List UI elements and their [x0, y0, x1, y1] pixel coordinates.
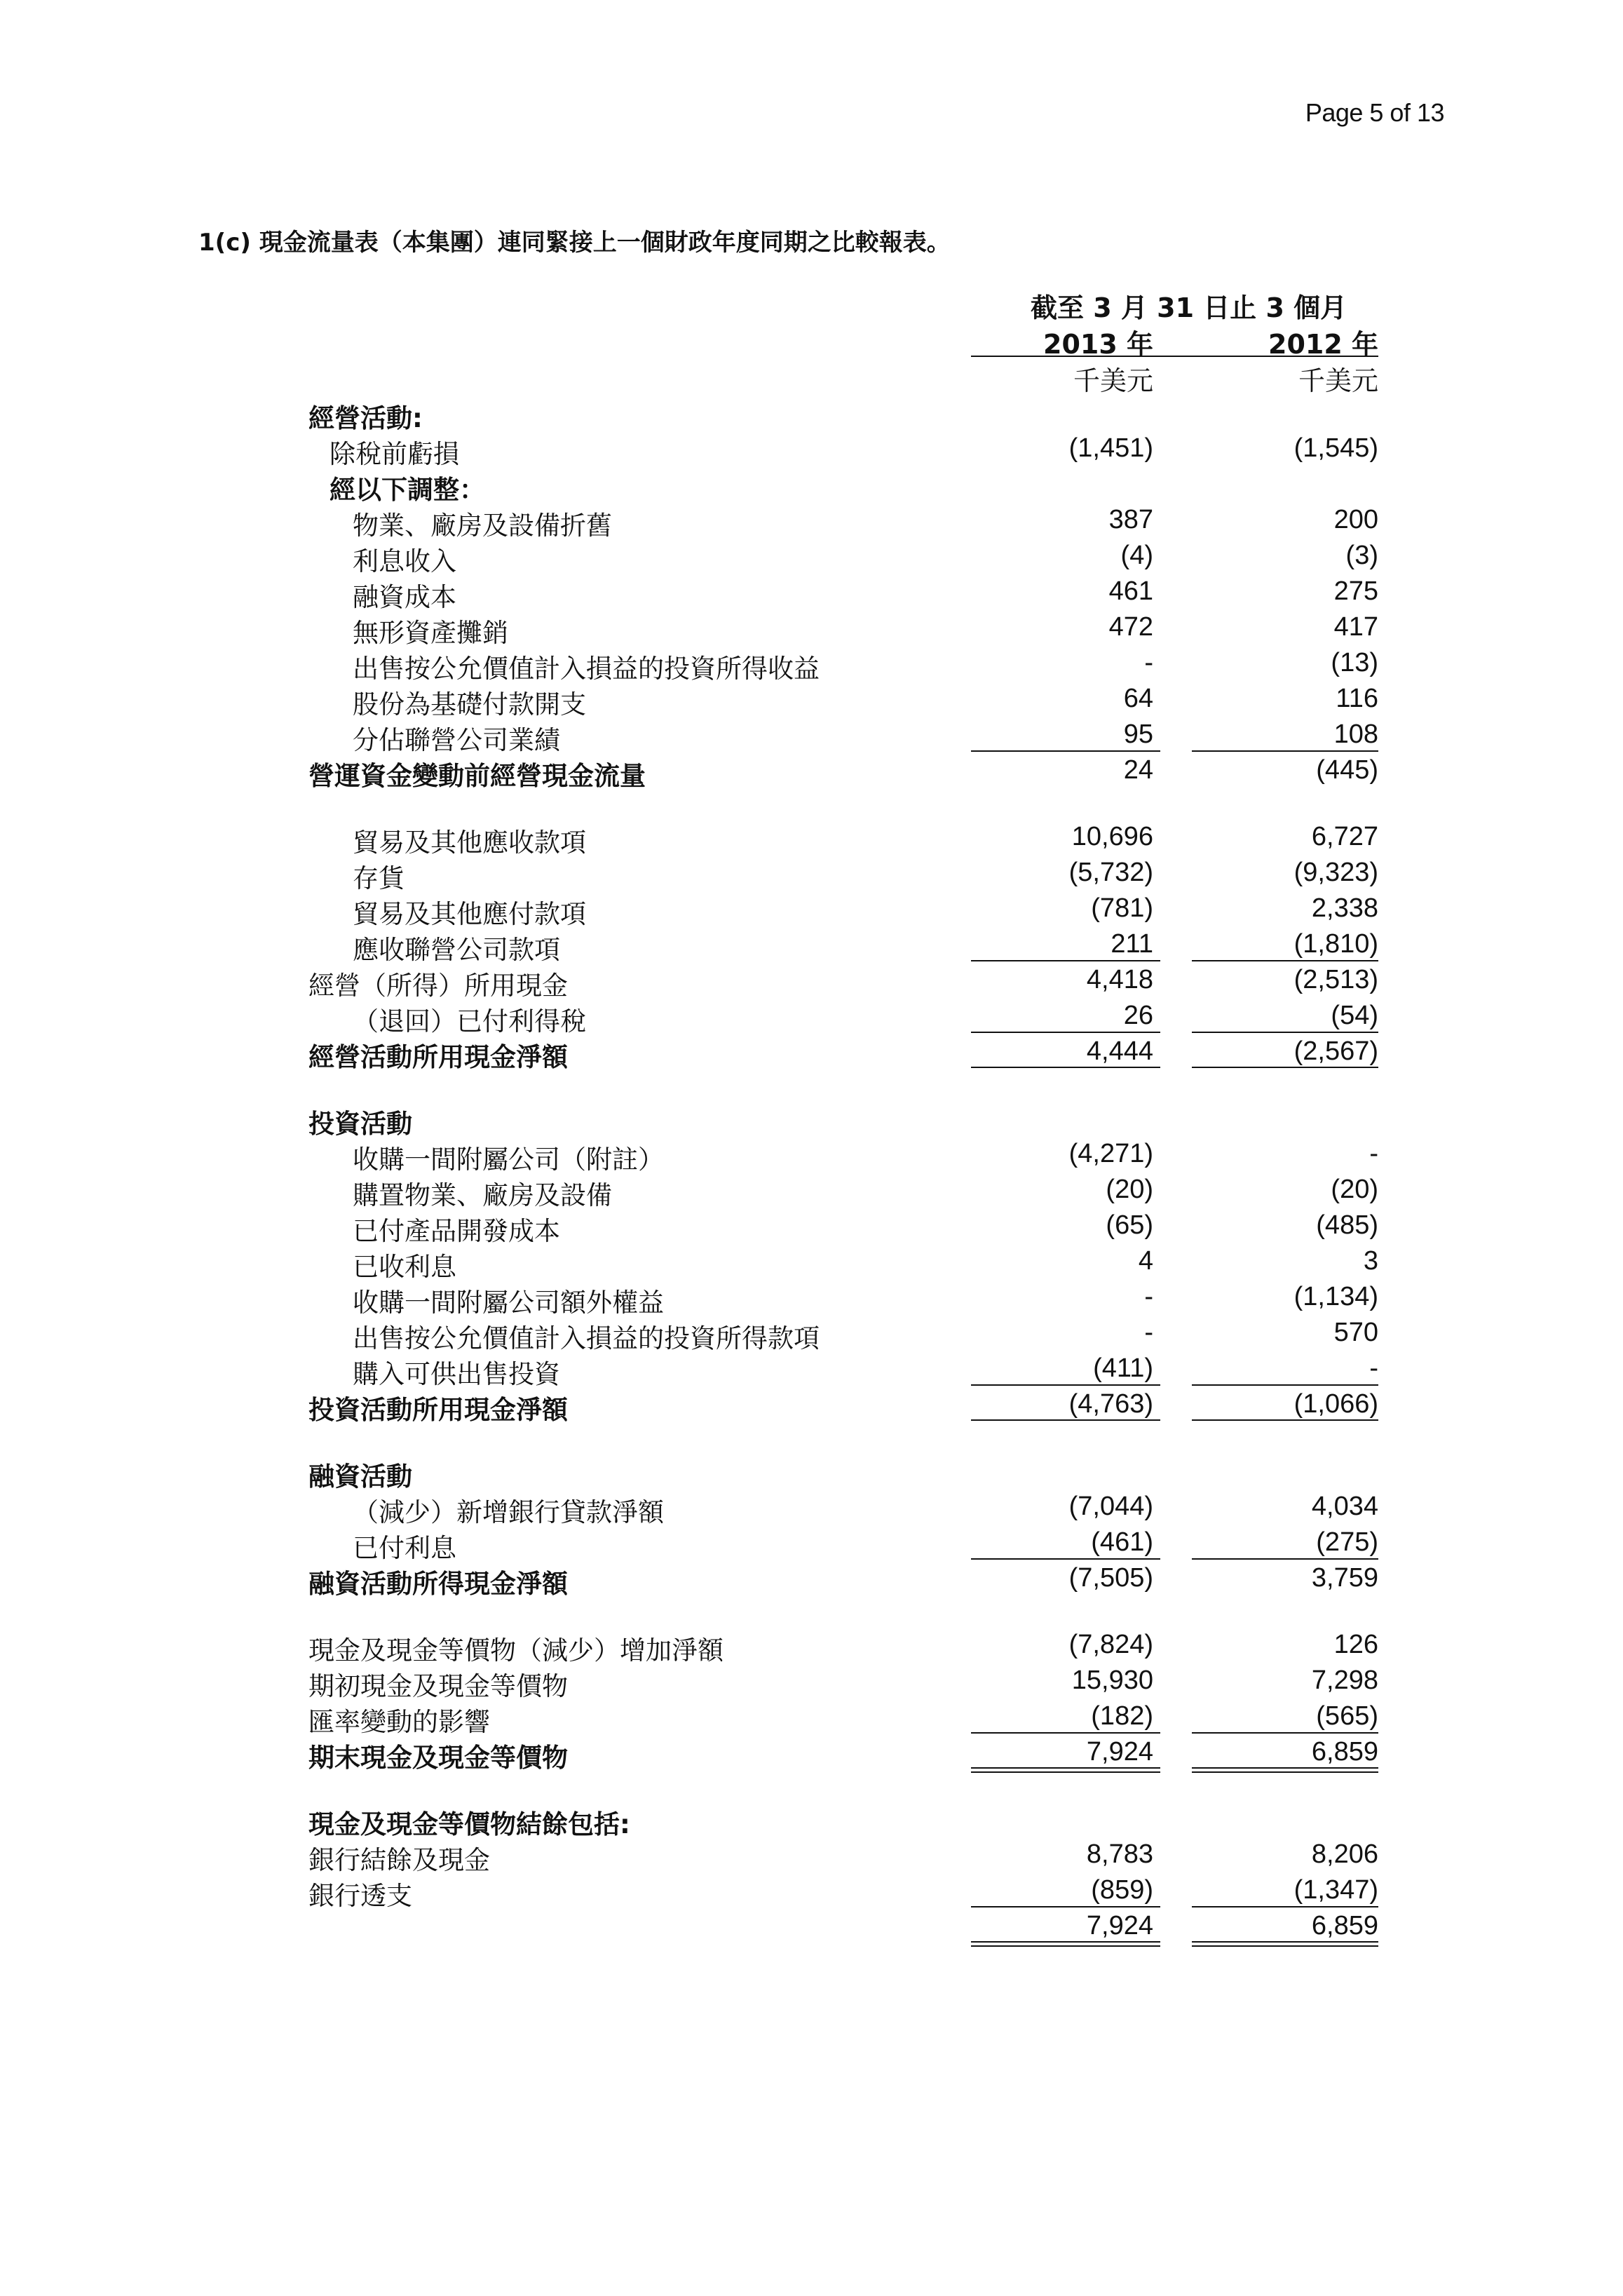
- row-label: 收購一間附屬公司（附註）: [353, 1144, 664, 1175]
- header-rule: [971, 356, 1378, 357]
- cash-flow-table: [0, 393, 1623, 1942]
- subtotal-rule: [971, 1032, 1160, 1033]
- value-2012: (275): [1316, 1527, 1378, 1557]
- table-row: [0, 1732, 1623, 1773]
- table-row: [0, 1277, 1623, 1318]
- row-spacer: [0, 1067, 1623, 1098]
- row-label: 銀行結餘及現金: [308, 1845, 490, 1875]
- subtotal-rule: [1192, 1384, 1378, 1386]
- value-2013: 15,930: [1071, 1666, 1153, 1695]
- row-label: （減少）新增銀行貸款淨額: [353, 1497, 664, 1527]
- row-label: 經營活動所用現金淨額: [308, 1042, 568, 1072]
- subtotal-rule: [1192, 1906, 1378, 1907]
- value-2013: 4: [1138, 1246, 1153, 1276]
- total-double-rule: [971, 1941, 1160, 1947]
- value-2013: (20): [1106, 1175, 1153, 1204]
- table-row: [0, 960, 1623, 1001]
- row-label: （退回）已付利得稅: [353, 1006, 586, 1036]
- row-label: 分佔聯營公司業績: [353, 725, 560, 755]
- row-label: 收購一間附屬公司額外權益: [353, 1288, 664, 1318]
- value-2012: 6,859: [1311, 1911, 1378, 1940]
- table-row: [0, 817, 1623, 858]
- table-row: [0, 889, 1623, 929]
- row-label: 經營活動:: [308, 403, 423, 433]
- row-label: 無形資產攤銷: [353, 618, 508, 648]
- row-label: 出售按公允價值計入損益的投資所得款項: [353, 1323, 820, 1353]
- table-row: [0, 393, 1623, 433]
- value-2013: (4,763): [1068, 1389, 1153, 1419]
- unit-2012-header: 千美元: [1298, 365, 1378, 396]
- row-label: 投資活動所用現金淨額: [308, 1395, 568, 1425]
- value-2012: 417: [1333, 612, 1378, 642]
- value-2013: 24: [1123, 755, 1153, 785]
- value-2013: (461): [1091, 1527, 1153, 1557]
- row-label: 融資成本: [353, 582, 456, 612]
- table-row: [0, 643, 1623, 684]
- value-2012: 6,859: [1311, 1737, 1378, 1767]
- table-row: [0, 1835, 1623, 1875]
- table-row: [0, 1906, 1623, 1942]
- value-2013: (7,044): [1068, 1492, 1153, 1521]
- table-row: [0, 996, 1623, 1036]
- table-row: [0, 1487, 1623, 1527]
- subtotal-rule: [1192, 1032, 1378, 1033]
- value-2013: (1,451): [1068, 433, 1153, 463]
- table-row: [0, 1625, 1623, 1666]
- value-2013: -: [1144, 648, 1153, 677]
- value-2013: 4,444: [1086, 1036, 1153, 1066]
- value-2013: (65): [1106, 1210, 1153, 1240]
- subtotal-rule: [971, 1384, 1160, 1386]
- value-2012: (2,567): [1293, 1036, 1378, 1066]
- value-2012: 126: [1333, 1630, 1378, 1659]
- value-2012: (565): [1316, 1701, 1378, 1731]
- value-2013: (7,824): [1068, 1630, 1153, 1659]
- row-spacer: [0, 1768, 1623, 1799]
- value-2013: 472: [1108, 612, 1153, 642]
- value-2012: 3,759: [1311, 1563, 1378, 1593]
- table-row: [0, 924, 1623, 965]
- table-row: [0, 1313, 1623, 1353]
- row-label: 貿易及其他應收款項: [353, 828, 586, 858]
- table-row: [0, 750, 1623, 791]
- value-2013: 7,924: [1086, 1911, 1153, 1940]
- table-row: [0, 607, 1623, 648]
- value-2012: (3): [1345, 541, 1378, 570]
- value-2013: 461: [1108, 576, 1153, 606]
- subtotal-rule: [971, 960, 1160, 961]
- row-label: 已付利息: [353, 1533, 456, 1563]
- subtotal-rule: [1192, 1558, 1378, 1560]
- table-row: [0, 679, 1623, 720]
- table-row: [0, 1661, 1623, 1701]
- row-label: 融資活動所得現金淨額: [308, 1569, 568, 1599]
- row-label: 股份為基礎付款開支: [353, 689, 586, 720]
- table-row: [0, 1170, 1623, 1210]
- value-2012: 108: [1333, 720, 1378, 749]
- subtotal-rule: [971, 750, 1160, 752]
- subtotal-rule: [1192, 960, 1378, 961]
- table-row: [0, 1522, 1623, 1563]
- table-row: [0, 1241, 1623, 1282]
- value-2012: (1,066): [1293, 1389, 1378, 1419]
- value-2012: 275: [1333, 576, 1378, 606]
- value-2013: 387: [1108, 505, 1153, 534]
- row-label: 期末現金及現金等價物: [308, 1743, 568, 1773]
- value-2012: (1,134): [1293, 1282, 1378, 1311]
- value-2012: 6,727: [1311, 822, 1378, 851]
- row-label: 購置物業、廠房及設備: [353, 1180, 612, 1210]
- row-label: 期初現金及現金等價物: [308, 1671, 568, 1701]
- value-2013: 7,924: [1086, 1737, 1153, 1767]
- table-row: [0, 464, 1623, 505]
- table-row: [0, 715, 1623, 755]
- row-label: 投資活動: [308, 1109, 412, 1139]
- table-row: [0, 1032, 1623, 1072]
- year-2012-header: 2012 年: [1268, 329, 1378, 360]
- value-2012: (445): [1316, 755, 1378, 785]
- value-2013: 10,696: [1071, 822, 1153, 851]
- value-2012: (485): [1316, 1210, 1378, 1240]
- value-2012: (2,513): [1293, 965, 1378, 994]
- table-row: [0, 853, 1623, 893]
- value-2012: 570: [1333, 1318, 1378, 1347]
- row-label: 匯率變動的影響: [308, 1707, 490, 1737]
- table-row: [0, 1098, 1623, 1139]
- table-row: [0, 1799, 1623, 1839]
- period-header: 截至 3 月 31 日止 3 個月: [1031, 292, 1347, 323]
- subtotal-rule: [971, 1906, 1160, 1907]
- value-2012: 3: [1363, 1246, 1378, 1276]
- table-row: [0, 428, 1623, 469]
- value-2013: 26: [1123, 1001, 1153, 1030]
- row-label: 應收聯營公司款項: [353, 935, 560, 965]
- row-label: 經以下調整：: [330, 475, 485, 505]
- value-2012: 2,338: [1311, 893, 1378, 923]
- subtotal-rule: [1192, 1732, 1378, 1734]
- value-2013: (781): [1091, 893, 1153, 923]
- table-row: [0, 1451, 1623, 1492]
- row-label: 貿易及其他應付款項: [353, 899, 586, 929]
- value-2012: 4,034: [1311, 1492, 1378, 1521]
- value-2013: -: [1144, 1318, 1153, 1347]
- row-label: 經營（所得）所用現金: [308, 971, 568, 1001]
- total-double-rule: [1192, 1941, 1378, 1947]
- row-label: 已收利息: [353, 1252, 456, 1282]
- value-2012: 116: [1336, 684, 1378, 713]
- value-2013: 64: [1123, 684, 1153, 713]
- row-spacer: [0, 1420, 1623, 1451]
- table-row: [0, 1558, 1623, 1599]
- value-2012: (1,545): [1293, 433, 1378, 463]
- row-label: 利息收入: [353, 546, 456, 576]
- value-2012: (9,323): [1293, 858, 1378, 887]
- row-label: 已付產品開發成本: [353, 1216, 560, 1246]
- value-2013: (7,505): [1068, 1563, 1153, 1593]
- row-label: 融資活動: [308, 1461, 412, 1492]
- subtotal-rule: [971, 1558, 1160, 1560]
- value-2013: 211: [1111, 929, 1153, 959]
- table-row: [0, 1384, 1623, 1425]
- row-label: 除稅前虧損: [330, 439, 459, 469]
- value-2013: (859): [1091, 1875, 1153, 1905]
- table-row: [0, 536, 1623, 576]
- value-2012: -: [1369, 1139, 1378, 1168]
- value-2013: 4,418: [1086, 965, 1153, 994]
- value-2013: (411): [1093, 1353, 1153, 1383]
- row-label: 現金及現金等價物（減少）增加淨額: [308, 1635, 724, 1666]
- value-2012: 7,298: [1311, 1666, 1378, 1695]
- row-label: 物業、廠房及設備折舊: [353, 511, 612, 541]
- value-2013: (182): [1091, 1701, 1153, 1731]
- row-label: 購入可供出售投資: [353, 1359, 560, 1389]
- unit-2013-header: 千美元: [1073, 365, 1153, 396]
- table-row: [0, 1206, 1623, 1246]
- value-2012: 8,206: [1311, 1839, 1378, 1869]
- row-label: 現金及現金等價物結餘包括:: [308, 1809, 630, 1839]
- value-2012: (13): [1331, 648, 1378, 677]
- value-2013: 95: [1123, 720, 1153, 749]
- value-2012: -: [1369, 1353, 1378, 1383]
- table-row: [0, 500, 1623, 541]
- value-2013: (5,732): [1068, 858, 1153, 887]
- section-heading: 1(c) 現金流量表（本集團）連同緊接上一個財政年度同期之比較報表。: [198, 229, 951, 257]
- value-2013: (4,271): [1068, 1139, 1153, 1168]
- value-2012: (54): [1331, 1001, 1378, 1030]
- table-row: [0, 1870, 1623, 1911]
- row-label: 銀行透支: [308, 1881, 412, 1911]
- row-label: 存貨: [353, 863, 405, 893]
- subtotal-rule: [1192, 750, 1378, 752]
- value-2012: (20): [1331, 1175, 1378, 1204]
- value-2013: 8,783: [1086, 1839, 1153, 1869]
- table-row: [0, 572, 1623, 612]
- page-number: Page 5 of 13: [1305, 98, 1444, 127]
- subtotal-rule: [971, 1732, 1160, 1734]
- value-2012: 200: [1333, 505, 1378, 534]
- value-2012: (1,810): [1293, 929, 1378, 959]
- year-2013-header: 2013 年: [1043, 329, 1153, 360]
- value-2013: -: [1144, 1282, 1153, 1311]
- value-2013: (4): [1120, 541, 1153, 570]
- table-row: [0, 1696, 1623, 1737]
- row-label: 出售按公允價值計入損益的投資所得收益: [353, 654, 820, 684]
- row-label: 營運資金變動前經營現金流量: [308, 761, 646, 791]
- row-spacer: [0, 786, 1623, 817]
- row-spacer: [0, 1594, 1623, 1625]
- table-row: [0, 1134, 1623, 1175]
- value-2012: (1,347): [1293, 1875, 1378, 1905]
- table-row: [0, 1349, 1623, 1389]
